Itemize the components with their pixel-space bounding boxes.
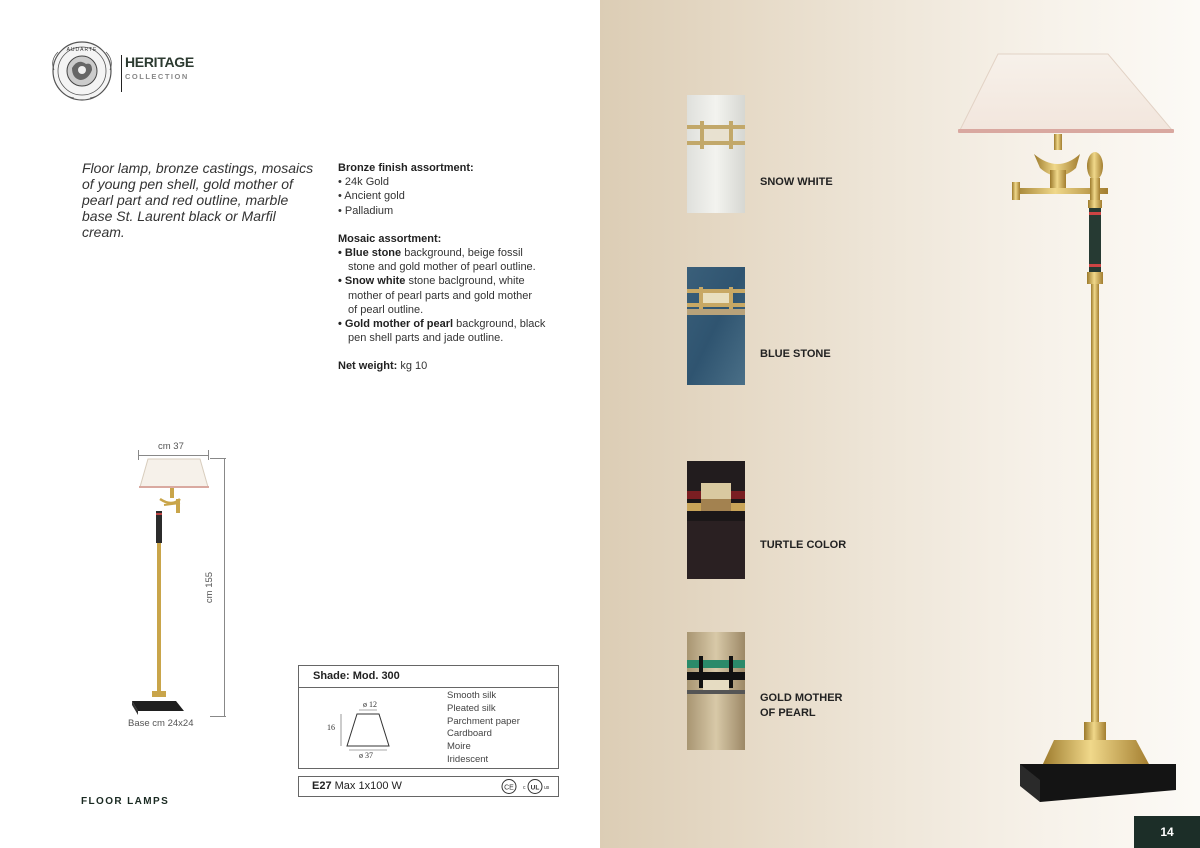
lamp-dimension-image — [128, 455, 228, 717]
shade-option: Parchment paper — [447, 715, 520, 727]
finish-item: • Palladium — [338, 204, 394, 217]
swatch-blue-stone — [687, 267, 745, 385]
logo-divider — [121, 55, 122, 92]
heritage-label: HERITAGE — [125, 54, 194, 70]
mosaic-item-line: mother of pearl parts and gold mother — [348, 289, 533, 302]
mosaic-item-line: of pearl outline. — [348, 303, 424, 316]
shade-option: Pleated silk — [447, 702, 496, 714]
shade-option: Cardboard — [447, 728, 492, 740]
finish-item: • 24k Gold — [338, 176, 389, 189]
shade-height: 16 — [327, 723, 335, 732]
dimension-base: Base cm 24x24 — [128, 718, 194, 729]
svg-text:us: us — [544, 785, 550, 791]
product-description: Floor lamp, bronze castings, mosaics of young pen shell, gold mother of pearl part and red outline, marble base St. Laurent black or Marfil cream. — [82, 160, 314, 240]
swatch-label-gold-mother-of-pearl: GOLD MOTHER OF PEARL — [760, 692, 843, 719]
swatch-label-turtle-color: TURTLE COLOR — [760, 539, 847, 551]
mosaic-item-blue-stone: • Blue stone background, beige fossil — [338, 247, 523, 260]
shade-bottom-diameter: ø 37 — [359, 751, 373, 758]
mosaic-item-snow-white: • Snow white stone baclground, white — [338, 275, 525, 288]
shade-options — [447, 690, 520, 767]
mosaic-heading: Mosaic assortment: — [338, 232, 442, 245]
svg-text:AUDARTE: AUDARTE — [66, 47, 98, 53]
footer-category: FLOOR LAMPS — [81, 796, 170, 807]
shade-top-diameter: ø 12 — [363, 700, 377, 709]
mosaic-item-line: pen shell parts and jade outline. — [348, 332, 504, 345]
swatch-gold-mother-of-pearl — [687, 632, 745, 750]
mosaic-item-line: stone and gold mother of pearl outline. — [348, 261, 536, 274]
shade-option: Iridescent — [447, 753, 489, 765]
collection-label: COLLECTION — [125, 72, 189, 81]
svg-text:c: c — [523, 785, 526, 791]
audarte-seal-logo — [48, 40, 116, 102]
svg-text:UL: UL — [530, 784, 540, 792]
finish-item: • Ancient gold — [338, 190, 405, 203]
swatch-turtle-color — [687, 461, 745, 579]
swatch-label-blue-stone: BLUE STONE — [760, 348, 831, 360]
bulb-spec: E27 Max 1x100 W — [298, 776, 559, 797]
specs-block — [338, 161, 578, 374]
dimension-width: cm 37 — [158, 441, 184, 452]
swatch-label-snow-white: SNOW WHITE — [760, 176, 833, 188]
floor-lamp-photo — [950, 50, 1180, 810]
dimension-height: cm 155 — [204, 571, 216, 604]
swatch-snow-white — [687, 95, 745, 213]
svg-text:CE: CE — [504, 784, 514, 792]
certification-marks-icon — [500, 778, 550, 795]
net-weight: Net weight: kg 10 — [338, 360, 428, 373]
shade-option: Smooth silk — [447, 690, 497, 701]
shade-option: Moire — [447, 741, 471, 753]
finish-heading: Bronze finish assortment: — [338, 162, 474, 174]
mosaic-item-gold-mother-of-pearl: • Gold mother of pearl background, black — [338, 318, 546, 331]
shade-diagram — [321, 696, 411, 758]
shade-title: Shade: Mod. 300 — [299, 666, 558, 688]
page-number: 14 — [1134, 816, 1200, 848]
shade-box — [298, 665, 559, 769]
